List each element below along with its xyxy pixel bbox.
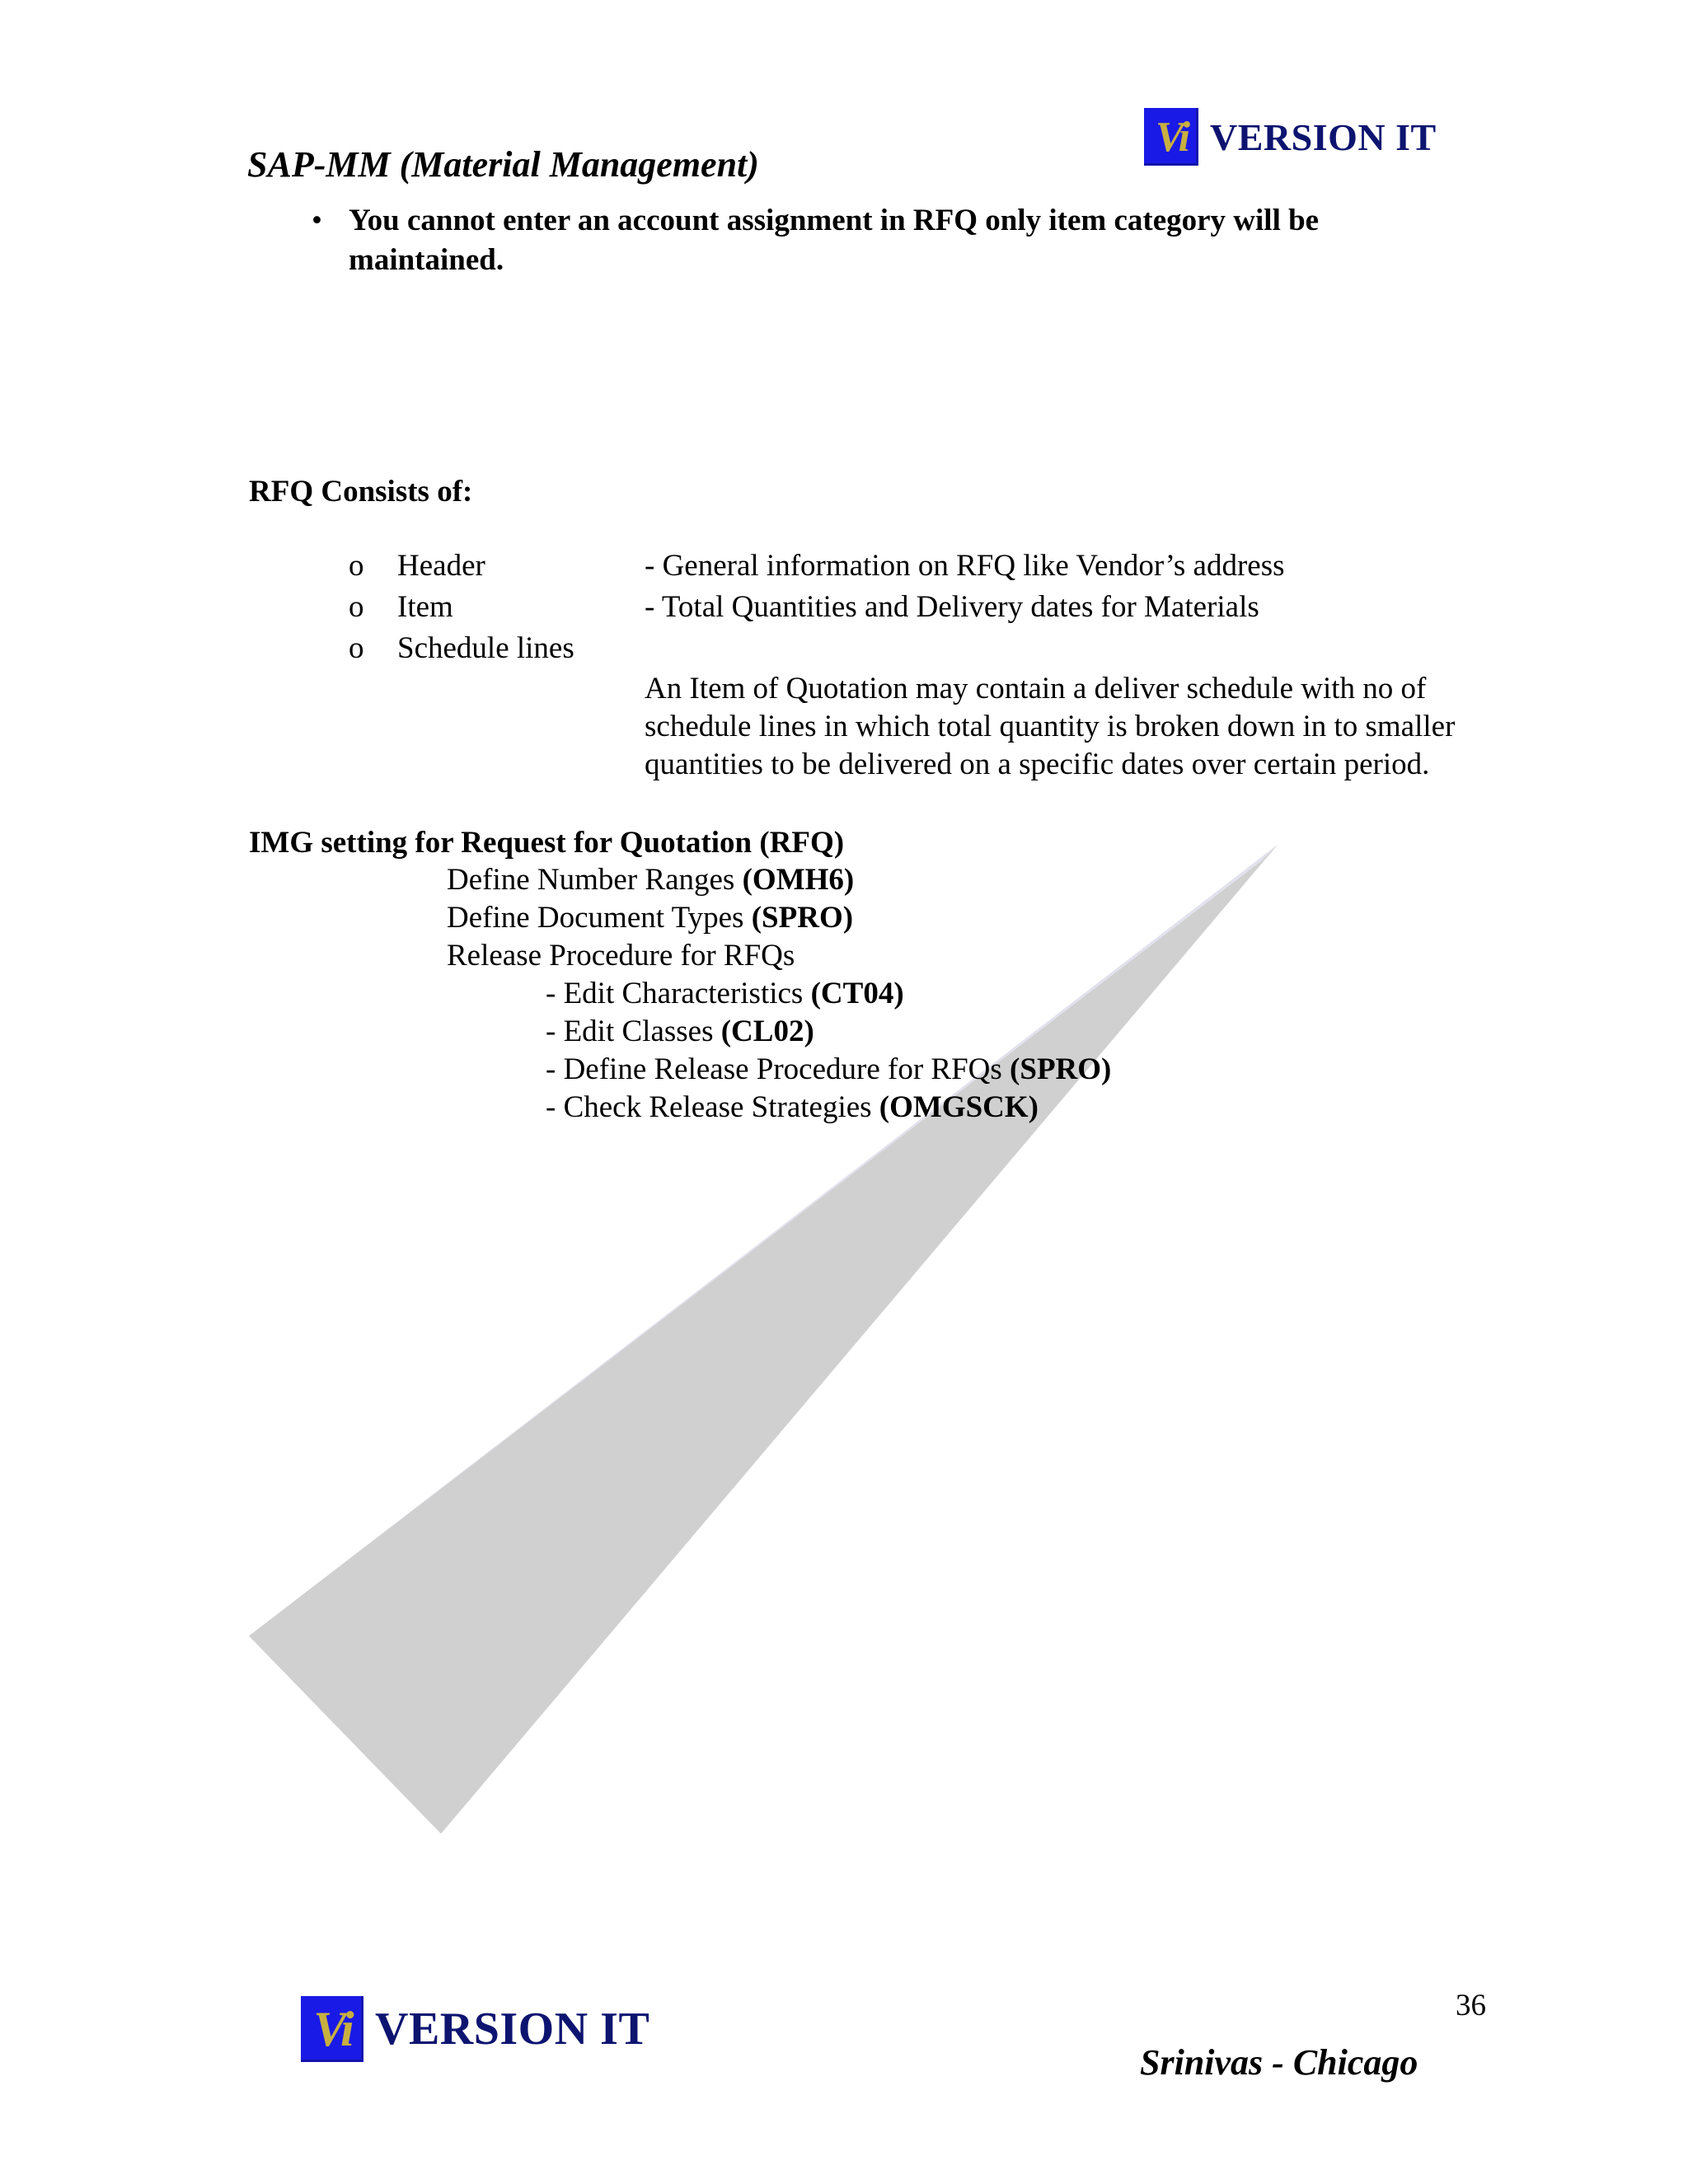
schedule-note-line: schedule lines in which total quantity is broken down in to smaller: [645, 710, 1456, 743]
img-line: Release Procedure for RFQs: [447, 939, 795, 972]
img-sub-line: - Edit Classes (CL02): [546, 1015, 814, 1048]
intro-line-2: maintained.: [349, 243, 504, 277]
list-bullet-icon: o: [349, 590, 364, 624]
rfq-item-label: Item: [397, 590, 453, 624]
schedule-note-line: quantities to be delivered on a specific dates over certain period.: [645, 748, 1430, 781]
img-heading: IMG setting for Request for Quotation (RFQ): [249, 826, 845, 860]
rfq-heading: RFQ Consists of:: [249, 475, 473, 509]
schedule-note-line: An Item of Quotation may contain a deliver schedule with no of: [645, 672, 1427, 705]
img-line: Define Document Types (SPRO): [447, 901, 854, 935]
rfq-item-label: Schedule lines: [397, 631, 574, 665]
img-sub-line: - Check Release Strategies (OMGSCK): [546, 1090, 1039, 1124]
rfq-item-desc: - Total Quantities and Delivery dates for Materials: [645, 590, 1259, 624]
rfq-item-label: Header: [397, 549, 485, 583]
img-line: Define Number Ranges (OMH6): [447, 863, 855, 897]
img-sub-line: - Edit Characteristics (CT04): [546, 977, 904, 1010]
header-logo-text: VERSION IT: [1210, 115, 1437, 158]
footer-author: Srinivas - Chicago: [1140, 2042, 1418, 2083]
page-number: 36: [1456, 1989, 1486, 2022]
version-it-logo-icon: Vi: [301, 1996, 363, 2062]
rfq-item-desc: - General information on RFQ like Vendor’s address: [645, 549, 1285, 583]
img-sub-line: - Define Release Procedure for RFQs (SPRO): [546, 1052, 1112, 1086]
footer-logo: [301, 1996, 649, 2062]
bullet-dot: •: [312, 204, 322, 237]
header-logo: [1144, 108, 1437, 166]
list-bullet-icon: o: [349, 631, 364, 665]
page-title: SAP-MM (Material Management): [247, 144, 759, 185]
version-it-logo-icon: Vi: [1144, 108, 1198, 166]
intro-line-1: You cannot enter an account assignment in RFQ only item category will be: [349, 204, 1320, 237]
footer-logo-text: VERSION IT: [375, 2004, 650, 2055]
list-bullet-icon: o: [349, 549, 364, 583]
